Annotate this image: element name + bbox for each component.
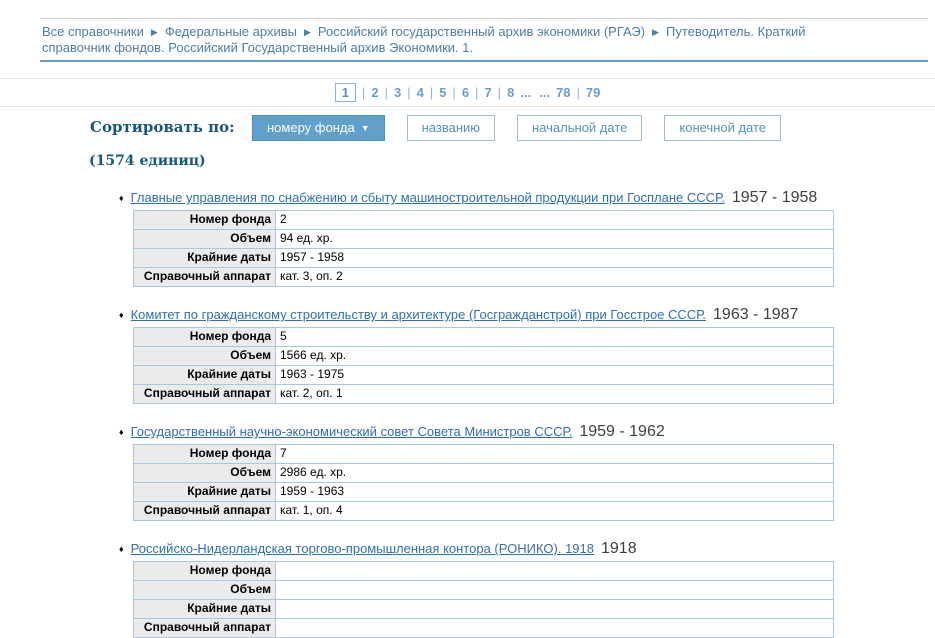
record-title bbox=[119, 190, 935, 206]
bullet-icon: ♦ bbox=[119, 310, 124, 320]
results-count: (1574 единиц) bbox=[89, 153, 206, 169]
table-row bbox=[134, 328, 834, 347]
field-label: Номер фонда bbox=[134, 211, 276, 230]
pagination-separator: | bbox=[475, 85, 479, 100]
field-label: Номер фонда bbox=[134, 445, 276, 464]
table-row bbox=[134, 502, 834, 521]
divider bbox=[0, 106, 935, 107]
field-value: кат. 3, оп. 2 bbox=[276, 268, 834, 287]
sort-label: Сортировать по: bbox=[90, 118, 235, 136]
sort-button-label: номеру фонда bbox=[267, 120, 355, 135]
pagination-separator: | bbox=[384, 85, 388, 100]
pagination-page-link[interactable]: 6 bbox=[461, 85, 470, 100]
sort-button[interactable] bbox=[664, 115, 781, 141]
record-title-link[interactable]: Российско-Нидерландская торгово-промышленная контора (РОНИКО). 1918 bbox=[130, 541, 594, 556]
field-label: Справочный аппарат bbox=[134, 385, 276, 404]
catalog-page bbox=[0, 18, 935, 634]
field-value: 5 bbox=[276, 328, 834, 347]
pagination-page-link[interactable]: 79 bbox=[585, 85, 601, 100]
table-row bbox=[134, 268, 834, 287]
record-title bbox=[119, 424, 935, 440]
table-row bbox=[134, 483, 834, 502]
record-dates: 1918 bbox=[601, 540, 637, 557]
field-label: Объем bbox=[134, 347, 276, 366]
table-row bbox=[134, 385, 834, 404]
pagination-separator: | bbox=[576, 85, 580, 100]
pagination-separator: | bbox=[407, 85, 411, 100]
table-row bbox=[134, 445, 834, 464]
sort-button-label: начальной дате bbox=[532, 120, 628, 135]
table-row bbox=[134, 249, 834, 268]
pagination-ellipsis: ... bbox=[520, 85, 532, 100]
field-label: Крайние даты bbox=[134, 366, 276, 385]
breadcrumb-current: Путеводитель. Краткий справочник фондов. Российский Государственный архив Экономики. 1. bbox=[42, 24, 806, 55]
pagination-page-link[interactable]: 5 bbox=[439, 85, 447, 100]
dropdown-arrow-icon: ▼ bbox=[360, 123, 370, 133]
record-table bbox=[133, 444, 834, 521]
pagination-page-link[interactable]: 78 bbox=[555, 85, 571, 100]
record-dates: 1963 - 1987 bbox=[713, 306, 799, 323]
table-row bbox=[134, 211, 834, 230]
sort-button-label: конечной дате bbox=[679, 120, 767, 135]
pagination-current-page: 1 bbox=[335, 83, 356, 102]
field-label: Объем bbox=[134, 464, 276, 483]
pagination-separator: | bbox=[497, 85, 502, 100]
breadcrumb-link[interactable]: Федеральные архивы bbox=[164, 24, 297, 39]
table-row bbox=[134, 347, 834, 366]
pagination-page-link[interactable]: 3 bbox=[393, 85, 402, 100]
field-label: Справочный аппарат bbox=[134, 268, 276, 287]
field-value bbox=[276, 600, 834, 619]
field-value: 1959 - 1963 bbox=[276, 483, 834, 502]
field-value bbox=[276, 619, 834, 638]
field-value: 1566 ед. хр. bbox=[276, 347, 834, 366]
record-table bbox=[133, 561, 834, 638]
record-dates: 1957 - 1958 bbox=[731, 189, 818, 206]
record bbox=[119, 190, 935, 287]
breadcrumb-divider bbox=[40, 60, 928, 62]
field-value: 1963 - 1975 bbox=[276, 366, 834, 385]
table-row bbox=[134, 600, 834, 619]
record-dates: 1959 - 1962 bbox=[579, 423, 665, 440]
pagination-separator: | bbox=[429, 85, 434, 100]
sort-bar bbox=[90, 115, 935, 141]
records-list bbox=[119, 190, 935, 638]
table-row bbox=[134, 562, 834, 581]
field-value: 1957 - 1958 bbox=[276, 249, 834, 268]
field-label: Справочный аппарат bbox=[134, 619, 276, 638]
breadcrumb bbox=[42, 24, 855, 56]
record bbox=[119, 541, 935, 638]
top-divider bbox=[40, 18, 928, 19]
field-value: кат. 2, оп. 1 bbox=[276, 385, 834, 404]
pagination-ellipsis: ... bbox=[539, 85, 550, 100]
sort-button-label: названию bbox=[421, 120, 481, 135]
sort-button[interactable] bbox=[407, 115, 495, 141]
field-label: Крайние даты bbox=[134, 483, 276, 502]
record-table bbox=[133, 327, 834, 404]
pagination bbox=[0, 79, 935, 106]
table-row bbox=[134, 619, 834, 638]
pagination-page-link[interactable]: 2 bbox=[371, 85, 379, 100]
breadcrumb-link[interactable]: Российский государственный архив экономики (РГАЭ) bbox=[317, 24, 646, 39]
field-label: Крайние даты bbox=[134, 600, 276, 619]
field-value bbox=[276, 562, 834, 581]
record bbox=[119, 424, 935, 521]
table-row bbox=[134, 366, 834, 385]
table-row bbox=[134, 464, 834, 483]
field-label: Справочный аппарат bbox=[134, 502, 276, 521]
record-title-link[interactable]: Комитет по гражданскому строительству и архитектуре (Госгражданстрой) при Госстрое СССР. bbox=[130, 307, 707, 322]
pagination-page-link[interactable]: 4 bbox=[416, 85, 424, 100]
record-title bbox=[119, 307, 935, 323]
record-title bbox=[119, 541, 935, 557]
field-value bbox=[276, 581, 834, 600]
table-row bbox=[134, 581, 834, 600]
field-label: Объем bbox=[134, 230, 276, 249]
field-value: 7 bbox=[276, 445, 834, 464]
field-value: 2 bbox=[276, 211, 834, 230]
bullet-icon: ♦ bbox=[119, 193, 124, 203]
sort-buttons bbox=[252, 115, 803, 141]
breadcrumb-arrow-icon: ▶ bbox=[652, 27, 659, 37]
record-table bbox=[133, 210, 834, 287]
bullet-icon: ♦ bbox=[119, 427, 124, 437]
breadcrumb-arrow-icon: ▶ bbox=[303, 27, 311, 37]
field-value: кат. 1, оп. 4 bbox=[276, 502, 834, 521]
sort-button[interactable] bbox=[517, 115, 642, 141]
field-value: 2986 ед. хр. bbox=[276, 464, 834, 483]
field-label: Объем bbox=[134, 581, 276, 600]
table-row bbox=[134, 230, 834, 249]
field-label: Номер фонда bbox=[134, 328, 276, 347]
pagination-separator: | bbox=[452, 85, 456, 100]
pagination-page-link[interactable]: 8 bbox=[507, 85, 515, 100]
breadcrumb-link[interactable]: Все справочники bbox=[42, 24, 144, 39]
record bbox=[119, 307, 935, 404]
field-label: Крайние даты bbox=[134, 249, 276, 268]
sort-button[interactable] bbox=[252, 115, 385, 141]
field-label: Номер фонда bbox=[134, 562, 276, 581]
record-title-link[interactable]: Главные управления по снабжению и сбыту машиностроительной продукции при Госплане СССР. bbox=[130, 190, 725, 205]
bullet-icon: ♦ bbox=[119, 544, 124, 554]
breadcrumb-arrow-icon: ▶ bbox=[150, 27, 158, 37]
pagination-page-link[interactable]: 7 bbox=[484, 85, 492, 100]
record-title-link[interactable]: Государственный научно-экономический совет Совета Министров СССР. bbox=[130, 424, 573, 439]
field-value: 94 ед. хр. bbox=[276, 230, 834, 249]
pagination-separator: | bbox=[361, 85, 366, 100]
